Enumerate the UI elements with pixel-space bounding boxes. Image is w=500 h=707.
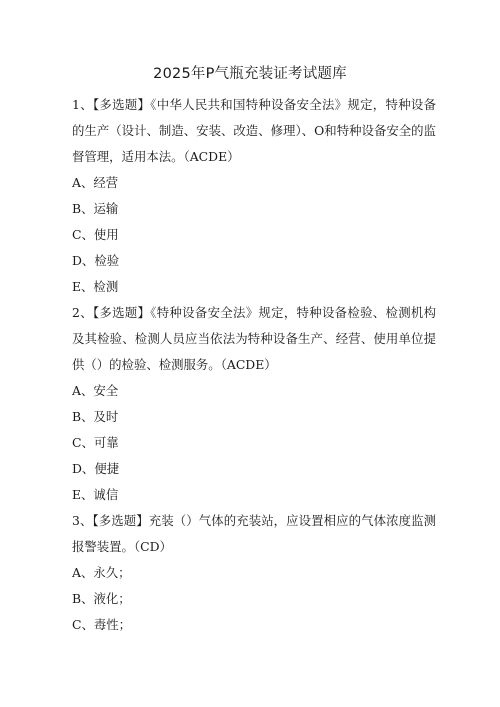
option-item: C、使用: [72, 227, 119, 242]
document-title: 2025年P气瓶充装证考试题库: [153, 66, 347, 82]
question-text: 2、【多选题】《特种设备安全法》规定，特种设备检验、检测机构及其检验、检测人员应当依法为特种设备生产、经营、使用单位提供（）的检验、检测服务。（ACDE）: [72, 305, 436, 372]
option-item: D、便捷: [72, 461, 120, 476]
option-item: A、经营: [72, 175, 119, 190]
question-text: 3、【多选题】充装（）气体的充装站，应设置相应的气体浓度监测报警装置。（CD）: [72, 513, 436, 554]
option-item: B、及时: [72, 409, 119, 424]
question-item: [72, 300, 436, 508]
option-item: A、永久；: [72, 565, 131, 580]
option-item: A、安全: [72, 383, 119, 398]
option-item: C、毒性；: [72, 617, 132, 632]
question-item: [72, 508, 436, 638]
option-item: E、检测: [72, 279, 119, 294]
option-item: B、运输: [72, 201, 119, 216]
question-text: 1、【多选题】《中华人民共和国特种设备安全法》规定，特种设备的生产（设计、制造、安装、改造、修理）、O和特种设备安全的监督管理，适用本法。（ACDE）: [72, 97, 436, 164]
question-item: [72, 92, 436, 300]
option-item: E、诚信: [72, 487, 119, 502]
question-list: [72, 92, 436, 638]
option-item: D、检验: [72, 253, 120, 268]
option-item: B、液化；: [72, 591, 131, 606]
option-item: C、可靠: [72, 435, 119, 450]
